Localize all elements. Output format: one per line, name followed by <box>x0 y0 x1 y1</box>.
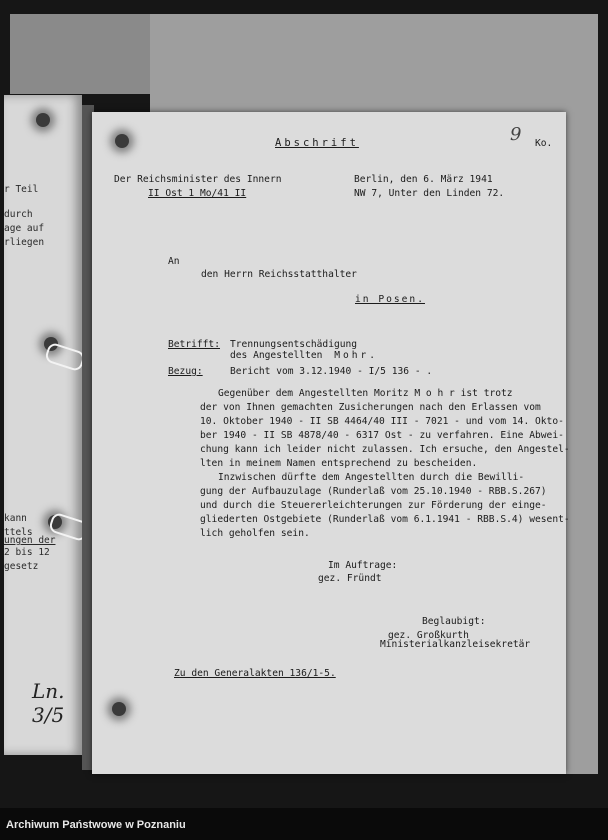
signature-line: gez. Fründt <box>318 573 382 584</box>
left-page-fragment <box>4 95 82 755</box>
beglaubigt-name: gez. Großkurth <box>388 630 469 641</box>
betrifft-line-1: Trennungsentschädigung <box>230 339 358 350</box>
body-line: chung kann ich leider nicht zulassen. Ich ersuche, den Angestel- <box>200 444 570 455</box>
body-line: Inzwischen dürfte dem Angestellten durch die Bewilli- <box>218 472 525 483</box>
body-line: 10. Oktober 1940 - II SB 4464/40 III - 7021 - und vom 14. Okto- <box>200 416 564 427</box>
recipient-an: An <box>168 256 180 267</box>
punch-hole <box>36 113 50 127</box>
left-line: age auf <box>4 223 45 234</box>
body-line: und durch die Steuererleichterungen zur Förderung der einge- <box>200 500 547 511</box>
sender-line-1: Der Reichsminister des Innern <box>114 174 282 185</box>
body-line: gung der Aufbauzulage (Runderlaß vom 25.10.1940 - RBB.S.267) <box>200 486 547 497</box>
left-line: gesetz <box>4 561 39 572</box>
bezug-text: Bericht vom 3.12.1940 - I/5 136 - . <box>230 366 433 377</box>
recipient-city: in Posen. <box>355 294 425 305</box>
betrifft-line-2 <box>230 350 378 362</box>
beglaubigt-label: Beglaubigt: <box>422 616 486 627</box>
betrifft-label: Betrifft: <box>168 339 220 350</box>
left-line: kann <box>4 513 27 524</box>
left-line: rliegen <box>4 237 45 248</box>
body-line: lich geholfen sein. <box>200 528 310 539</box>
bezug-label: Bezug: <box>168 366 203 377</box>
left-line: durch <box>4 209 33 220</box>
body-line: der von Ihnen gemachten Zusicherungen nach den Erlassen vom <box>200 402 541 413</box>
sender-address: NW 7, Unter den Linden 72. <box>354 188 505 199</box>
sender-line-2: II Ost 1 Mo/41 II <box>148 188 247 199</box>
left-line: r Teil <box>4 184 39 195</box>
betrifft-prefix: des Angestellten <box>230 350 323 361</box>
ko-mark: Ko. <box>535 138 553 149</box>
archive-footer <box>0 808 608 840</box>
body-line: ber 1940 - II SB 4878/40 - 6317 Ost - zu verfahren. Eine Abwei- <box>200 430 564 441</box>
body-line: gliederten Ostgebiete (Runderlaß vom 6.1.1941 - RBB.S.4) wesent- <box>200 514 570 525</box>
place-date: Berlin, den 6. März 1941 <box>354 174 493 185</box>
betrifft-person: Mohr. <box>334 350 379 361</box>
document-page <box>92 112 570 774</box>
handwritten-number: 9 <box>510 124 522 145</box>
heading-abschrift: Abschrift <box>275 137 359 149</box>
body-line: lten in meinem Namen entsprechend zu bescheiden. <box>200 458 478 469</box>
staple-clip <box>44 342 86 373</box>
recipient-name: den Herrn Reichsstatthalter <box>201 269 357 280</box>
body-line: Gegenüber dem Angestellten Moritz M o h r ist trotz <box>218 388 513 399</box>
archive-credit: Archiwum Państwowe w Poznaniu <box>6 819 186 831</box>
punch-hole <box>112 702 126 716</box>
punch-hole <box>115 134 129 148</box>
left-line: 2 bis 12 <box>4 547 50 558</box>
left-handwritten-mark: Ln. 3/5 <box>32 679 65 727</box>
im-auftrage: Im Auftrage: <box>328 560 398 571</box>
generalakten-note: Zu den Generalakten 136/1-5. <box>174 668 336 679</box>
background-folder-edge <box>10 14 150 94</box>
left-line: ttels <box>4 527 33 538</box>
left-line: ungen der <box>4 535 56 546</box>
beglaubigt-title: Ministerialkanzleisekretär <box>380 639 531 650</box>
